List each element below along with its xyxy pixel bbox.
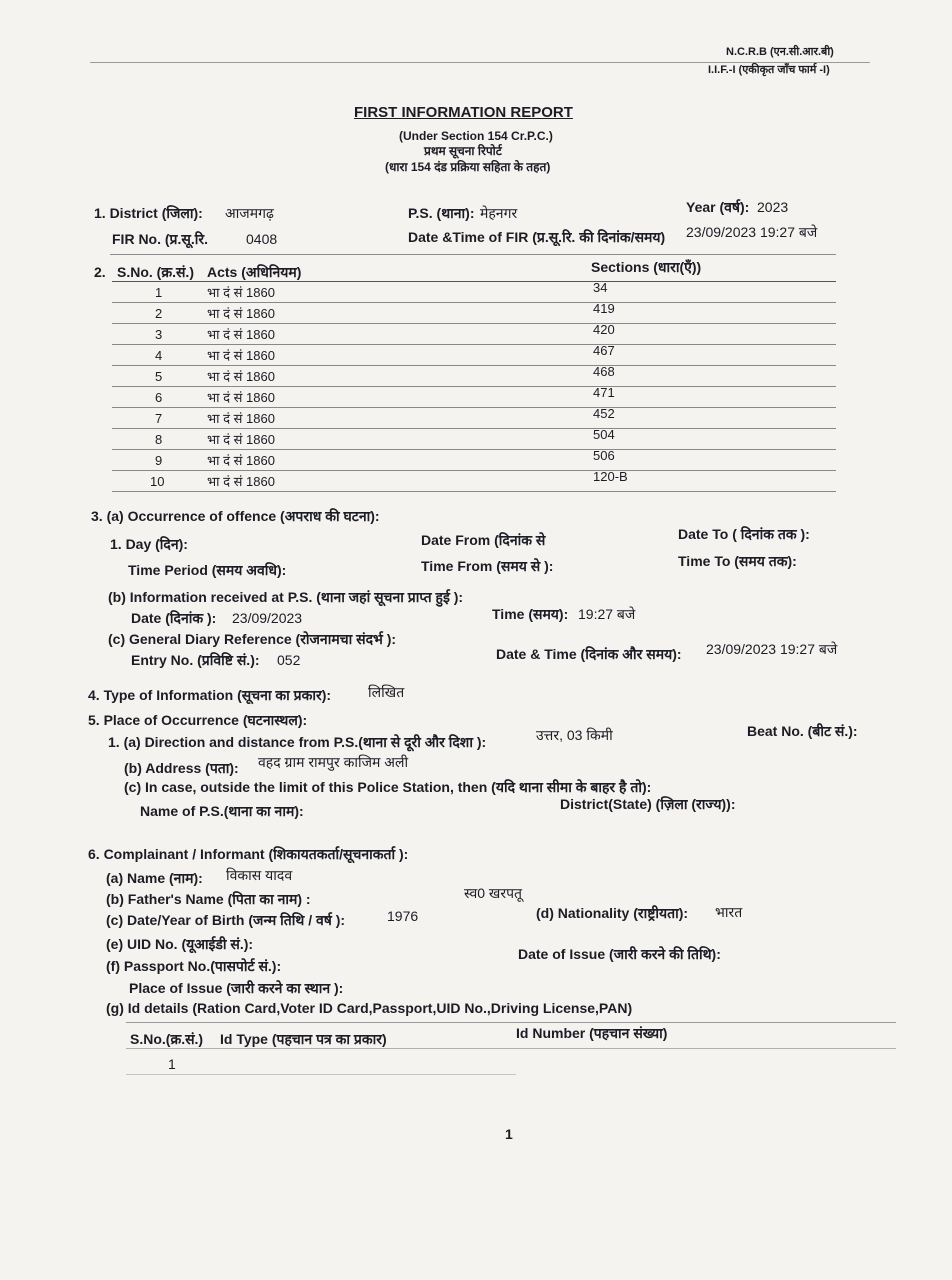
name-of-ps-label: Name of P.S.(थाना का नाम): [140, 803, 304, 819]
acts-table-bottom-rule [112, 491, 836, 492]
acts-col-sections: Sections (धारा(एँ)) [591, 259, 702, 275]
acts-row-divider [112, 365, 836, 366]
report-subtitle-en: (Under Section 154 Cr.P.C.) [399, 129, 553, 143]
place-heading: 5. Place of Occurrence (घटनास्थल): [88, 712, 308, 728]
acts-row-act: भा दं सं 1860 [207, 369, 275, 384]
complainant-name-value: विकास यादव [226, 867, 293, 883]
id-table-bottom-rule [126, 1074, 516, 1075]
entry-no-value: 052 [277, 652, 301, 668]
time-from-label: Time From (समय से ): [421, 558, 554, 574]
page-number: 1 [505, 1126, 513, 1142]
uid-label: (e) UID No. (यूआईडी सं.): [106, 936, 254, 952]
acts-row-divider [112, 470, 836, 471]
dob-label: (c) Date/Year of Birth (जन्म तिथि / वर्ष ): [106, 912, 346, 928]
acts-row-act: भा दं सं 1860 [207, 306, 275, 321]
acts-row-act: भा दं सं 1860 [207, 285, 275, 300]
report-title-hi: प्रथम सूचना रिपोर्ट [424, 144, 502, 158]
acts-row-divider [112, 344, 836, 345]
acts-row-section: 506 [593, 448, 615, 463]
acts-row-section: 467 [593, 343, 615, 358]
address-label: (b) Address (पता): [124, 760, 239, 776]
info-date-value: 23/09/2023 [232, 610, 303, 626]
acts-row-act: भा दं सं 1860 [207, 432, 275, 447]
year-label: Year (वर्ष): [686, 199, 750, 215]
year-value: 2023 [757, 199, 789, 215]
acts-row-sno: 1 [155, 285, 163, 300]
direction-label: 1. (a) Direction and distance from P.S.(थाना से दूरी और दिशा ): [108, 734, 487, 750]
ps-value: मेहनगर [480, 205, 518, 221]
acts-row-section: 452 [593, 406, 615, 421]
info-time-value: 19:27 बजे [578, 606, 636, 622]
id-table-header-rule [126, 1048, 896, 1049]
id-col-sno: S.No.(क्र.सं.) [130, 1031, 204, 1047]
acts-row-section: 471 [593, 385, 615, 400]
acts-row-divider [112, 407, 836, 408]
id-details-label: (g) Id details (Ration Card,Voter ID Card,Passport,UID No.,Driving License,PAN) [106, 1000, 633, 1016]
acts-row-act: भा दं सं 1860 [207, 327, 275, 342]
acts-row-act: भा दं सं 1860 [207, 453, 275, 468]
occurrence-heading: 3. (a) Occurrence of offence (अपराध की घटना): [91, 508, 380, 524]
father-name-label: (b) Father's Name (पिता का नाम) : [106, 891, 311, 907]
gd-reference-label: (c) General Diary Reference (रोजनामचा संदर्भ ): [108, 631, 397, 647]
fir-datetime-label: Date &Time of FIR (प्र.सू.रि. की दिनांक/समय) [408, 229, 666, 245]
info-type-label: 4. Type of Information (सूचना का प्रकार): [88, 687, 332, 703]
report-title: FIRST INFORMATION REPORT [354, 104, 573, 121]
time-to-label: Time To (समय तक): [678, 553, 797, 569]
acts-row-sno: 3 [155, 327, 163, 342]
acts-section-number: 2. [94, 264, 106, 280]
date-of-issue-label: Date of Issue (जारी करने की तिथि): [518, 946, 721, 962]
nationality-value: भारत [715, 904, 743, 920]
acts-row-divider [112, 323, 836, 324]
acts-row-divider [112, 302, 836, 303]
acts-row-divider [112, 449, 836, 450]
acts-row-section: 504 [593, 427, 615, 442]
acts-row-sno: 6 [155, 390, 163, 405]
gd-datetime-label: Date & Time (दिनांक और समय): [496, 646, 682, 662]
acts-row-sno: 5 [155, 369, 163, 384]
acts-row-sno: 4 [155, 348, 163, 363]
complainant-heading: 6. Complainant / Informant (शिकायतकर्ता/सूचनाकर्ता ): [88, 846, 409, 862]
acts-row-act: भा दं सं 1860 [207, 348, 275, 363]
acts-row-divider [112, 386, 836, 387]
acts-col-acts: Acts (अधिनियम) [207, 264, 302, 280]
acts-row-section: 34 [593, 280, 608, 295]
acts-row-act: भा दं सं 1860 [207, 411, 275, 426]
id-col-type: Id Type (पहचान पत्र का प्रकार) [220, 1031, 387, 1047]
acts-table-top-rule [110, 254, 836, 255]
ps-label: P.S. (थाना): [408, 205, 475, 221]
nationality-label: (d) Nationality (राष्ट्रीयता): [536, 905, 689, 921]
ncrb-label: N.C.R.B (एन.सी.आर.बी) [726, 46, 834, 58]
direction-value: उत्तर, 03 किमी [536, 727, 613, 743]
district-label: 1. District (जिला): [94, 205, 203, 221]
place-of-issue-label: Place of Issue (जारी करने का स्थान ): [129, 980, 344, 996]
father-name-value: स्व0 खरपतू [464, 885, 523, 901]
address-value: वहद ग्राम रामपुर काजिम अली [258, 754, 409, 770]
acts-row-sno: 2 [155, 306, 163, 321]
date-from-label: Date From (दिनांक से [421, 532, 546, 548]
info-time-label: Time (समय): [492, 606, 569, 622]
complainant-name-label: (a) Name (नाम): [106, 870, 203, 886]
info-type-value: लिखित [368, 684, 405, 700]
outside-ps-label: (c) In case, outside the limit of this Police Station, then (यदि थाना सीमा के बाहर है तो): [124, 779, 652, 795]
dob-value: 1976 [387, 908, 419, 924]
acts-row-section: 419 [593, 301, 615, 316]
info-received-label: (b) Information received at P.S. (थाना जहां सूचना प्राप्त हुई ): [108, 589, 464, 605]
acts-row-sno: 7 [155, 411, 163, 426]
gd-datetime-value: 23/09/2023 19:27 बजे [706, 641, 838, 657]
id-col-number: Id Number (पहचान संख्या) [516, 1025, 668, 1041]
acts-row-act: भा दं सं 1860 [207, 474, 275, 489]
iif-label: I.I.F.-I (एकीकृत जाँच फार्म -I) [708, 64, 830, 76]
acts-row-section: 120-B [593, 469, 628, 484]
acts-row-divider [112, 428, 836, 429]
report-subtitle-hi: (धारा 154 दंड प्रक्रिया सहिता के तहत) [385, 160, 551, 174]
entry-no-label: Entry No. (प्रविष्टि सं.): [131, 652, 260, 668]
info-date-label: Date (दिनांक ): [131, 610, 217, 626]
id-table-top-rule [126, 1022, 896, 1023]
acts-row-act: भा दं सं 1860 [207, 390, 275, 405]
day-label: 1. Day (दिन): [110, 536, 188, 552]
fir-no-label: FIR No. (प्र.सू.रि. [112, 231, 208, 247]
time-period-label: Time Period (समय अवधि): [128, 562, 287, 578]
acts-row-sno: 9 [155, 453, 163, 468]
acts-row-section: 420 [593, 322, 615, 337]
fir-datetime-value: 23/09/2023 19:27 बजे [686, 224, 818, 240]
district-value: आजमगढ़ [225, 205, 274, 221]
acts-col-sno: S.No. (क्र.सं.) [117, 264, 194, 280]
acts-row-divider [112, 281, 836, 282]
acts-row-sno: 8 [155, 432, 163, 447]
acts-row-sno: 10 [150, 474, 165, 489]
fir-no-value: 0408 [246, 231, 278, 247]
date-to-label: Date To ( दिनांक तक ): [678, 526, 810, 542]
id-row-sno: 1 [168, 1056, 176, 1072]
passport-label: (f) Passport No.(पासपोर्ट सं.): [106, 958, 282, 974]
beat-no-label: Beat No. (बीट सं.): [747, 723, 858, 739]
acts-row-section: 468 [593, 364, 615, 379]
district-state-label: District(State) (ज़िला (राज्य)): [560, 796, 736, 812]
